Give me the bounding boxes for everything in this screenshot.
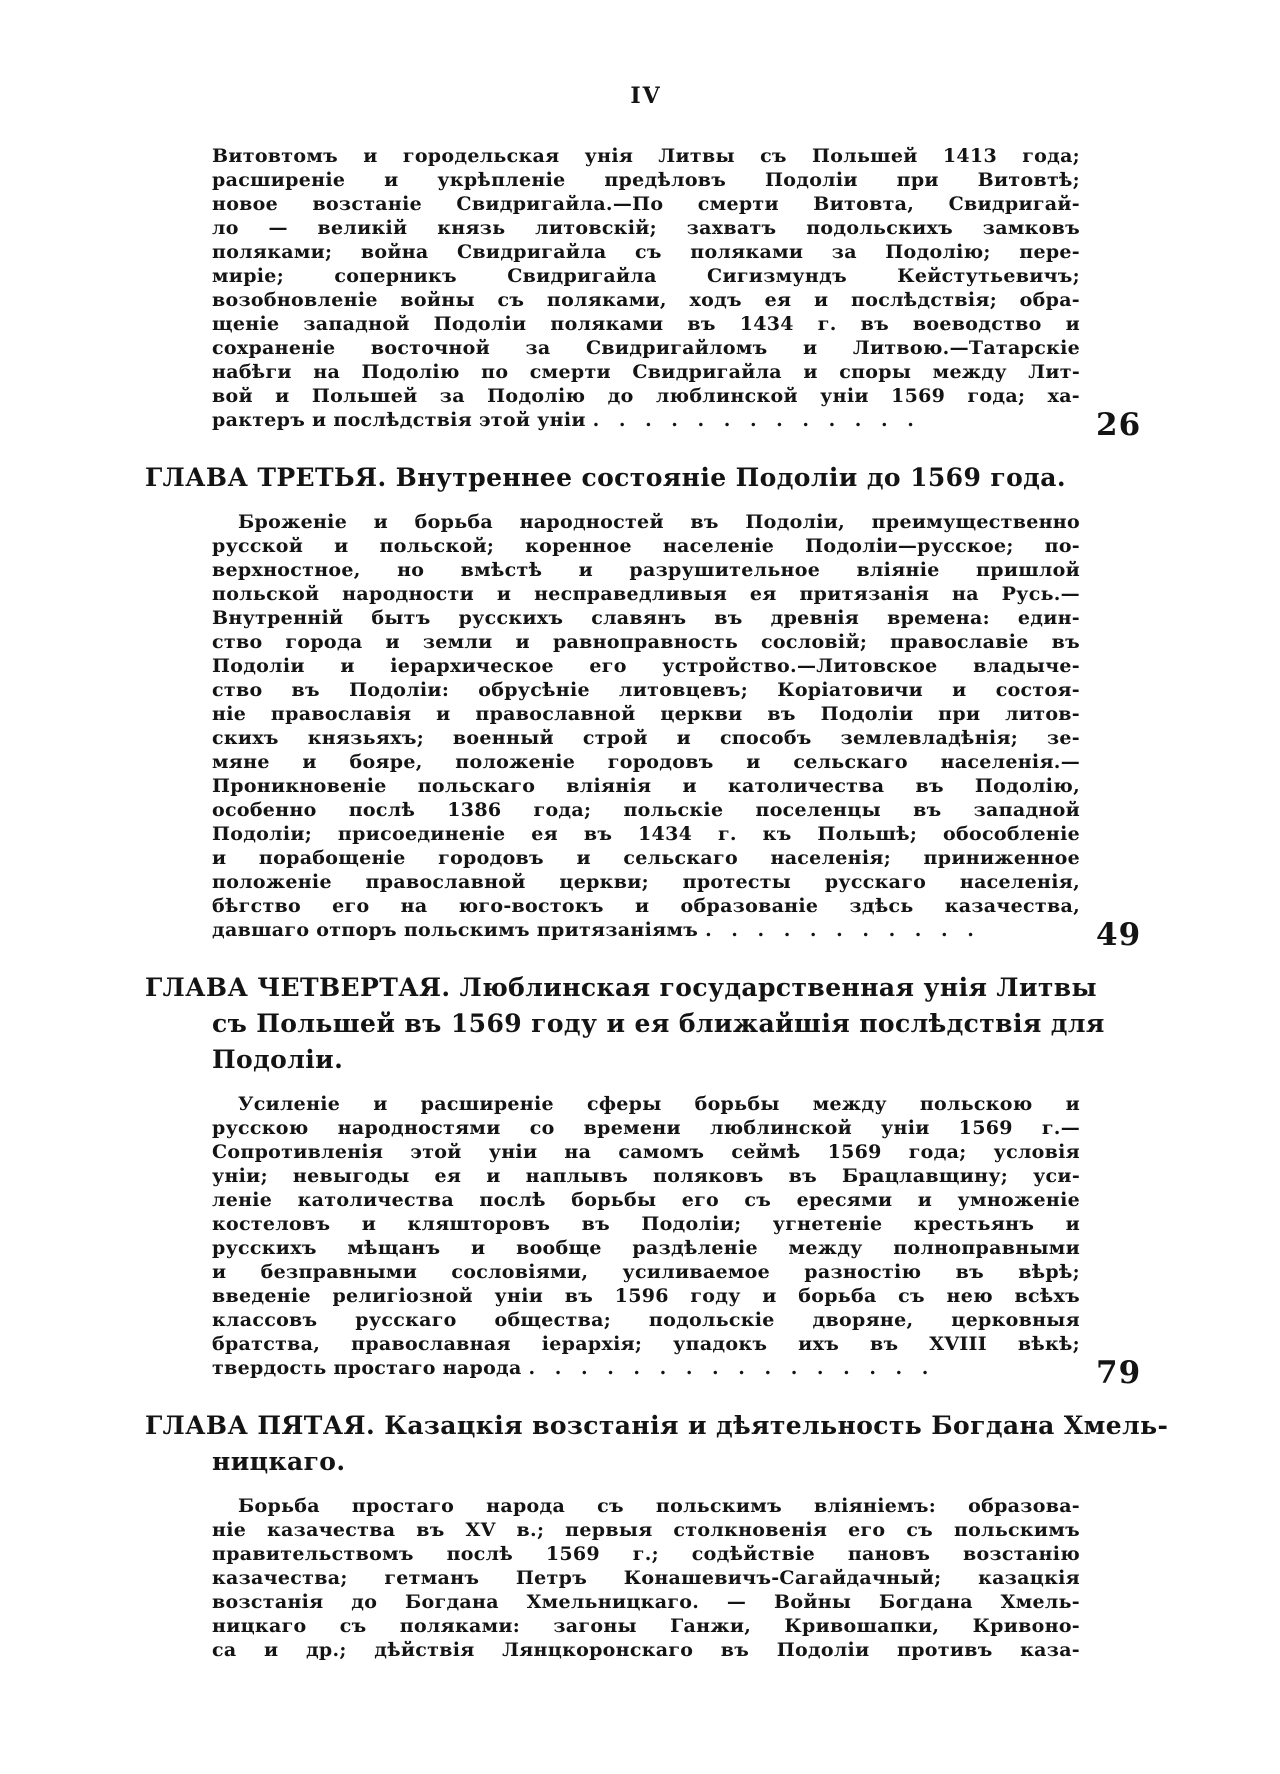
summary-line: братства, православная іерархія; упадокъ ихъ въ XVIII вѣкѣ; <box>212 1333 1080 1355</box>
toc-entry <box>145 1408 1169 1662</box>
summary-line: и порабощеніе городовъ и сельскаго населенія; приниженное <box>212 847 1080 869</box>
chapter-heading-line: ГЛАВА ПЯТАЯ. Казацкія возстанія и дѣятельность Богдана Хмель- <box>145 1411 1169 1440</box>
chapter-heading-line: съ Польшей въ 1569 году и ея ближайшія послѣдствія для <box>212 1009 1105 1038</box>
summary-line: расширеніе и укрѣпленіе предѣловъ Подоліи при Витовтѣ; <box>212 169 1080 191</box>
toc-entry <box>212 144 1142 443</box>
summary-line: польской народности и несправедливыя ея притязанія на Русь.— <box>212 583 1080 605</box>
chapter-summary <box>212 510 1080 942</box>
toc-entries <box>145 144 1169 1662</box>
summary-line: введеніе религіозной уніи въ 1596 году и борьба съ нею всѣхъ <box>212 1285 1080 1307</box>
toc-entry <box>145 970 1142 1391</box>
chapter-heading-line: Подоліи. <box>212 1045 344 1074</box>
chapter-heading-line: ницкаго. <box>212 1447 346 1476</box>
toc-page-number: 49 <box>1096 917 1142 953</box>
summary-line: твердость простаго народа . . . . . . . . . . . . . . . . <box>212 1357 929 1379</box>
summary-line: ницкаго съ поляками: загоны Ганжи, Кривошапки, Кривоно- <box>212 1615 1080 1637</box>
summary-line: бѣгство его на юго-востокъ и образованіе здѣсь казачества, <box>212 895 1080 917</box>
summary-line: давшаго отпоръ польскимъ притязаніямъ . . . . . . . . . . . <box>212 919 975 941</box>
summary-line: Проникновеніе польскаго вліянія и католичества въ Подолію, <box>212 775 1080 797</box>
summary-line: Усиленіе и расширеніе сферы борьбы между польскою и <box>238 1093 1080 1115</box>
summary-line: Внутренній бытъ русскихъ славянъ въ древнія времена: един- <box>212 607 1080 629</box>
summary-line: уніи; невыгоды ея и наплывъ поляковъ въ Брацлавщину; уси- <box>212 1165 1080 1187</box>
summary-line: ло — великій князь литовскій; захватъ подольскихъ замковъ <box>212 217 1080 239</box>
chapter-summary <box>212 144 1080 432</box>
summary-line: Борьба простаго народа съ польскимъ вліяніемъ: образова- <box>238 1495 1080 1517</box>
summary-line: русской и польской; коренное населеніе Подоліи—русское; по- <box>212 535 1080 557</box>
summary-line: правительствомъ послѣ 1569 г.; содѣйствіе пановъ возстанію <box>212 1543 1080 1565</box>
toc-page-number: 26 <box>1096 407 1142 443</box>
summary-line: верхностное, но вмѣстѣ и разрушительное вліяніе пришлой <box>212 559 1080 581</box>
page-folio: IV <box>630 83 662 109</box>
chapter-summary <box>212 1494 1080 1662</box>
toc-entry <box>145 460 1142 953</box>
summary-line: классовъ русскаго общества; подольскіе дворяне, церковныя <box>212 1309 1080 1331</box>
summary-line: ство въ Подоліи: обрусѣніе литовцевъ; Коріатовичи и состоя- <box>212 679 1080 701</box>
summary-line: са и др.; дѣйствія Лянцкоронскаго въ Подоліи противъ каза- <box>212 1639 1080 1661</box>
summary-line: костеловъ и кляшторовъ въ Подоліи; угнетеніе крестьянъ и <box>212 1213 1080 1235</box>
chapter-heading <box>145 970 1105 1078</box>
summary-line: поляками; война Свидригайла съ поляками за Подолію; пере- <box>212 241 1080 263</box>
summary-line: Броженіе и борьба народностей въ Подоліи, преимущественно <box>238 511 1080 533</box>
summary-line: мяне и бояре, положеніе городовъ и сельскаго населенія.— <box>212 751 1080 773</box>
summary-line: Сопротивленія этой уніи на самомъ сеймѣ 1569 года; условія <box>212 1141 1080 1163</box>
chapter-heading-line: ГЛАВА ТРЕТЬЯ. Внутреннее состояніе Подоліи до 1569 года. <box>145 463 1066 492</box>
summary-line: щеніе западной Подоліи поляками въ 1434 г. въ воеводство и <box>212 313 1080 335</box>
summary-line: скихъ князьяхъ; военный строй и способъ землевладѣнія; зе- <box>212 727 1080 749</box>
summary-line: Подоліи; присоединеніе ея въ 1434 г. къ Польшѣ; обособленіе <box>212 823 1080 845</box>
summary-line: русскою народностями со времени люблинской уніи 1569 г.— <box>212 1117 1080 1139</box>
summary-line: ніе казачества въ XV в.; первыя столкновенія его съ польскимъ <box>212 1519 1080 1541</box>
summary-line: положеніе православной церкви; протесты русскаго населенія, <box>212 871 1080 893</box>
summary-line: набѣги на Подолію по смерти Свидригайла и споры между Лит- <box>212 361 1080 383</box>
chapter-heading <box>145 460 1080 496</box>
summary-line: миріе; соперникъ Свидригайла Сигизмундъ Кейстутьевичъ; <box>212 265 1080 287</box>
summary-line: русскихъ мѣщанъ и вообще раздѣленіе между полноправными <box>212 1237 1080 1259</box>
summary-line: Подоліи и іерархическое его устройство.—Литовское владыче- <box>212 655 1080 677</box>
summary-line: возстанія до Богдана Хмельницкаго. — Войны Богдана Хмель- <box>212 1591 1080 1613</box>
summary-line: вой и Польшей за Подолію до люблинской уніи 1569 года; ха- <box>212 385 1080 407</box>
summary-line: ніе православія и православной церкви въ Подоліи при литов- <box>212 703 1080 725</box>
summary-line: сохраненіе восточной за Свидригайломъ и Литвою.—Татарскіе <box>212 337 1080 359</box>
summary-line: рактеръ и послѣдствія этой уніи . . . . . . . . . . . . . <box>212 409 915 431</box>
summary-line: ство города и земли и равноправность сословій; православіе въ <box>212 631 1080 653</box>
chapter-summary <box>212 1092 1080 1380</box>
summary-line: и безправными сословіями, усиливаемое разностію въ вѣрѣ; <box>212 1261 1080 1283</box>
toc-page-number: 79 <box>1096 1355 1142 1391</box>
summary-line: новое возстаніе Свидригайла.—По смерти Витовта, Свидригай- <box>212 193 1080 215</box>
summary-line: возобновленіе войны съ поляками, ходъ ея и послѣдствія; обра- <box>212 289 1080 311</box>
summary-line: особенно послѣ 1386 года; польскіе поселенцы въ западной <box>212 799 1080 821</box>
summary-line: казачества; гетманъ Петръ Конашевичъ-Сагайдачный; казацкія <box>212 1567 1080 1589</box>
chapter-heading <box>145 1408 1169 1480</box>
chapter-heading-line: ГЛАВА ЧЕТВЕРТАЯ. Люблинская государственная унія Литвы <box>145 973 1098 1002</box>
summary-line: леніе католичества послѣ борьбы его съ ересями и умноженіе <box>212 1189 1080 1211</box>
summary-line: Витовтомъ и городельская унія Литвы съ Польшей 1413 года; <box>212 145 1080 167</box>
